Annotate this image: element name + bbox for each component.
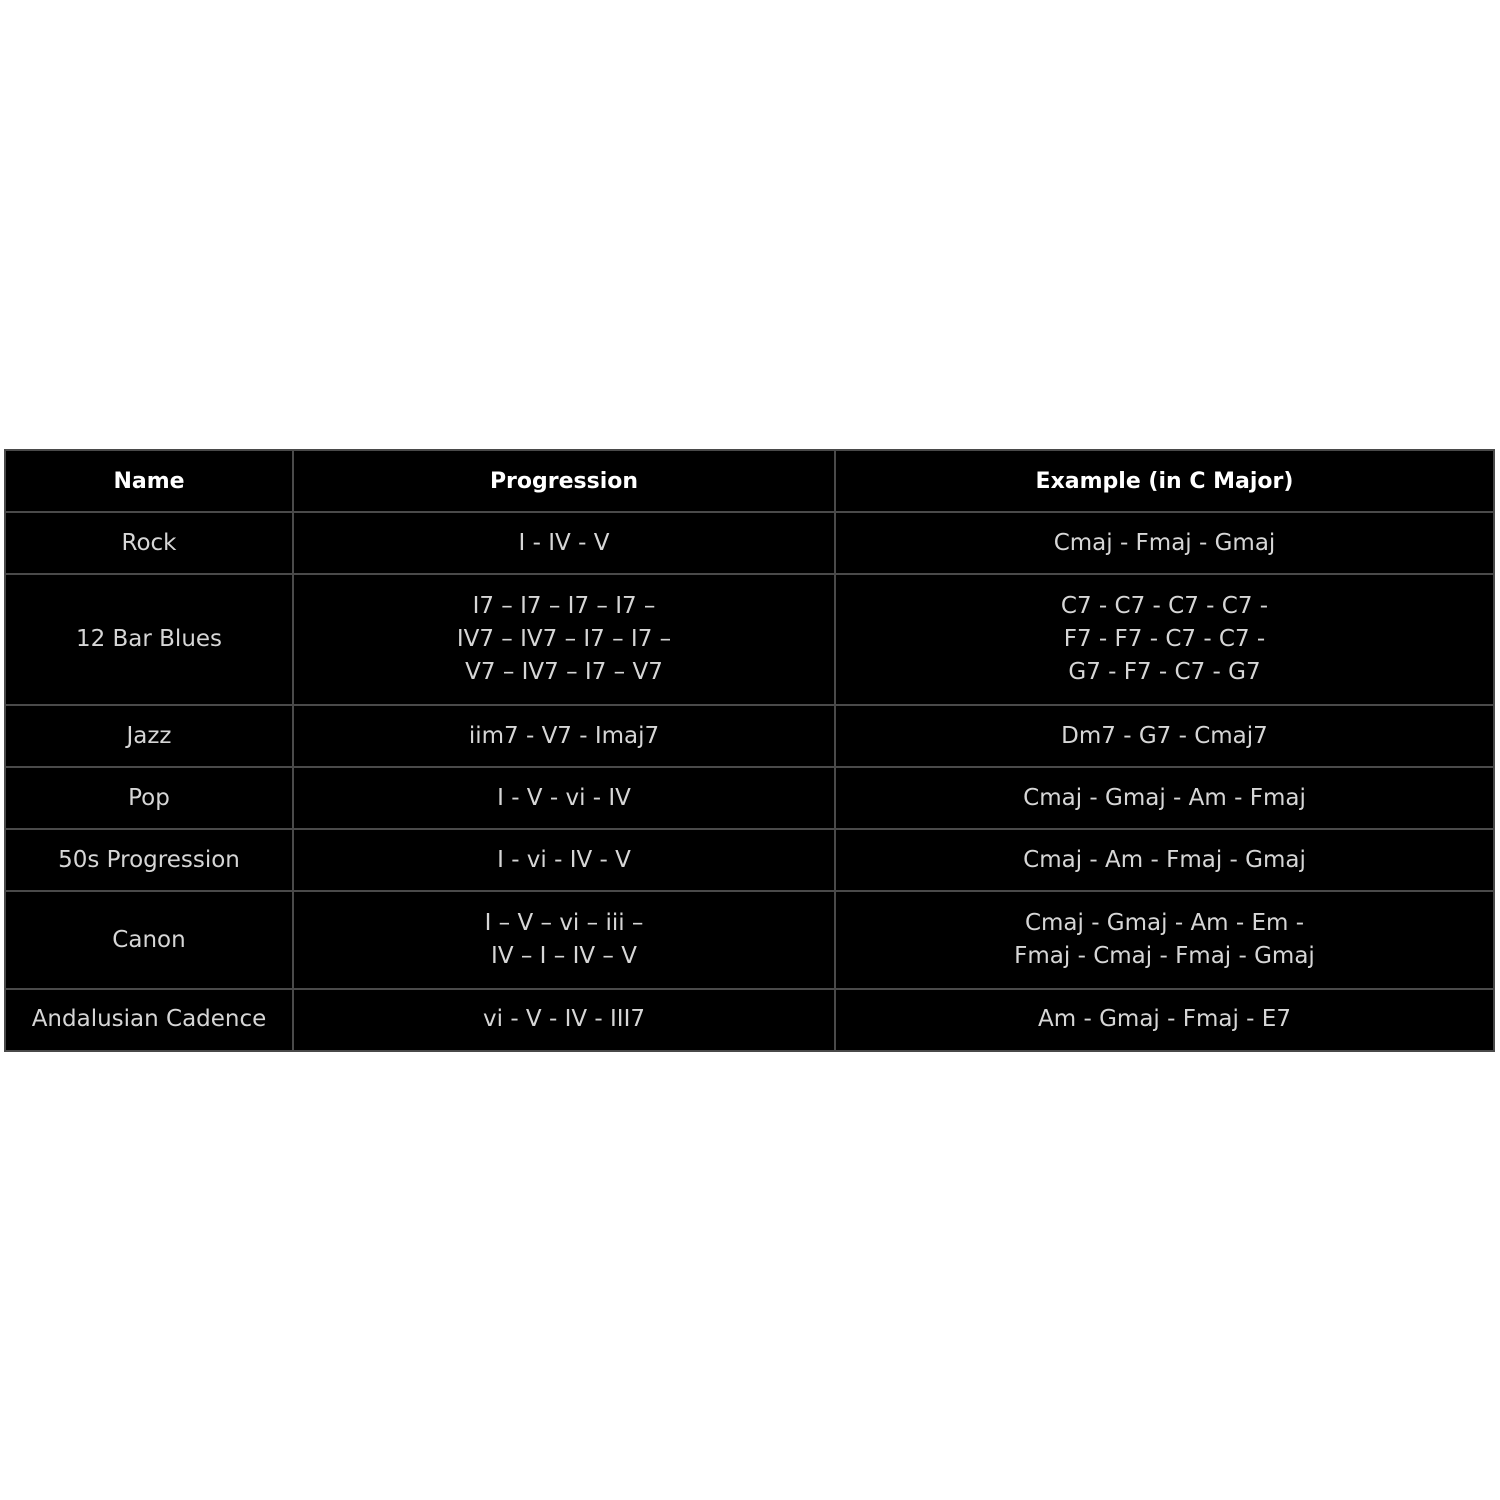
progressions-table (6, 451, 1493, 1050)
example-line: Cmaj - Fmaj - Gmaj (1053, 529, 1276, 556)
progression-line: V7 – IV7 – I7 – V7 (465, 659, 663, 686)
example-line: Am - Gmaj - Fmaj - E7 (1038, 1006, 1291, 1033)
cell-example (835, 512, 1493, 574)
cell-name: 12 Bar Blues (6, 574, 293, 705)
cell-name: 50s Progression (6, 829, 293, 891)
example-line: Cmaj - Gmaj - Am - Em - (1024, 910, 1305, 937)
cell-name: Jazz (6, 705, 293, 767)
progression-line: vi - V - IV - III7 (483, 1006, 645, 1033)
header-example: Example (in C Major) (835, 451, 1493, 512)
cell-progression (293, 705, 835, 767)
cell-progression (293, 891, 835, 989)
table-row (6, 574, 1493, 705)
example-line: G7 - F7 - C7 - G7 (1068, 659, 1261, 686)
progression-line: I - vi - IV - V (497, 846, 631, 873)
cell-name: Pop (6, 767, 293, 829)
example-line: Cmaj - Gmaj - Am - Fmaj (1023, 784, 1306, 811)
cell-progression (293, 767, 835, 829)
cell-name: Canon (6, 891, 293, 989)
cell-progression (293, 574, 835, 705)
example-line: C7 - C7 - C7 - C7 - (1060, 593, 1269, 620)
cell-example (835, 767, 1493, 829)
table-body (6, 512, 1493, 1050)
table-row (6, 512, 1493, 574)
cell-name: Andalusian Cadence (6, 989, 293, 1050)
header-name: Name (6, 451, 293, 512)
table-row (6, 829, 1493, 891)
progression-line: I – V – vi – iii – (484, 910, 644, 937)
cell-example (835, 989, 1493, 1050)
header-progression: Progression (293, 451, 835, 512)
cell-example (835, 574, 1493, 705)
chord-progressions-table (4, 449, 1495, 1052)
table-header (6, 451, 1493, 512)
cell-example (835, 891, 1493, 989)
table-row (6, 767, 1493, 829)
cell-example (835, 829, 1493, 891)
cell-progression (293, 829, 835, 891)
example-line: Cmaj - Am - Fmaj - Gmaj (1023, 846, 1306, 873)
example-line: F7 - F7 - C7 - C7 - (1063, 626, 1266, 653)
example-line: Dm7 - G7 - Cmaj7 (1061, 722, 1268, 749)
cell-progression (293, 512, 835, 574)
progression-line: IV7 – IV7 – I7 – I7 – (456, 626, 672, 653)
table-row (6, 705, 1493, 767)
table-row (6, 891, 1493, 989)
progression-line: I - V - vi - IV (497, 784, 631, 811)
progression-line: I7 – I7 – I7 – I7 – (472, 593, 656, 620)
example-line: Fmaj - Cmaj - Fmaj - Gmaj (1014, 943, 1315, 970)
progression-line: I - IV - V (518, 529, 610, 556)
cell-name: Rock (6, 512, 293, 574)
table-row (6, 989, 1493, 1050)
progression-line: iim7 - V7 - Imaj7 (468, 722, 660, 749)
progression-line: IV – I – IV – V (491, 943, 637, 970)
cell-progression (293, 989, 835, 1050)
cell-example (835, 705, 1493, 767)
header-row (6, 451, 1493, 512)
